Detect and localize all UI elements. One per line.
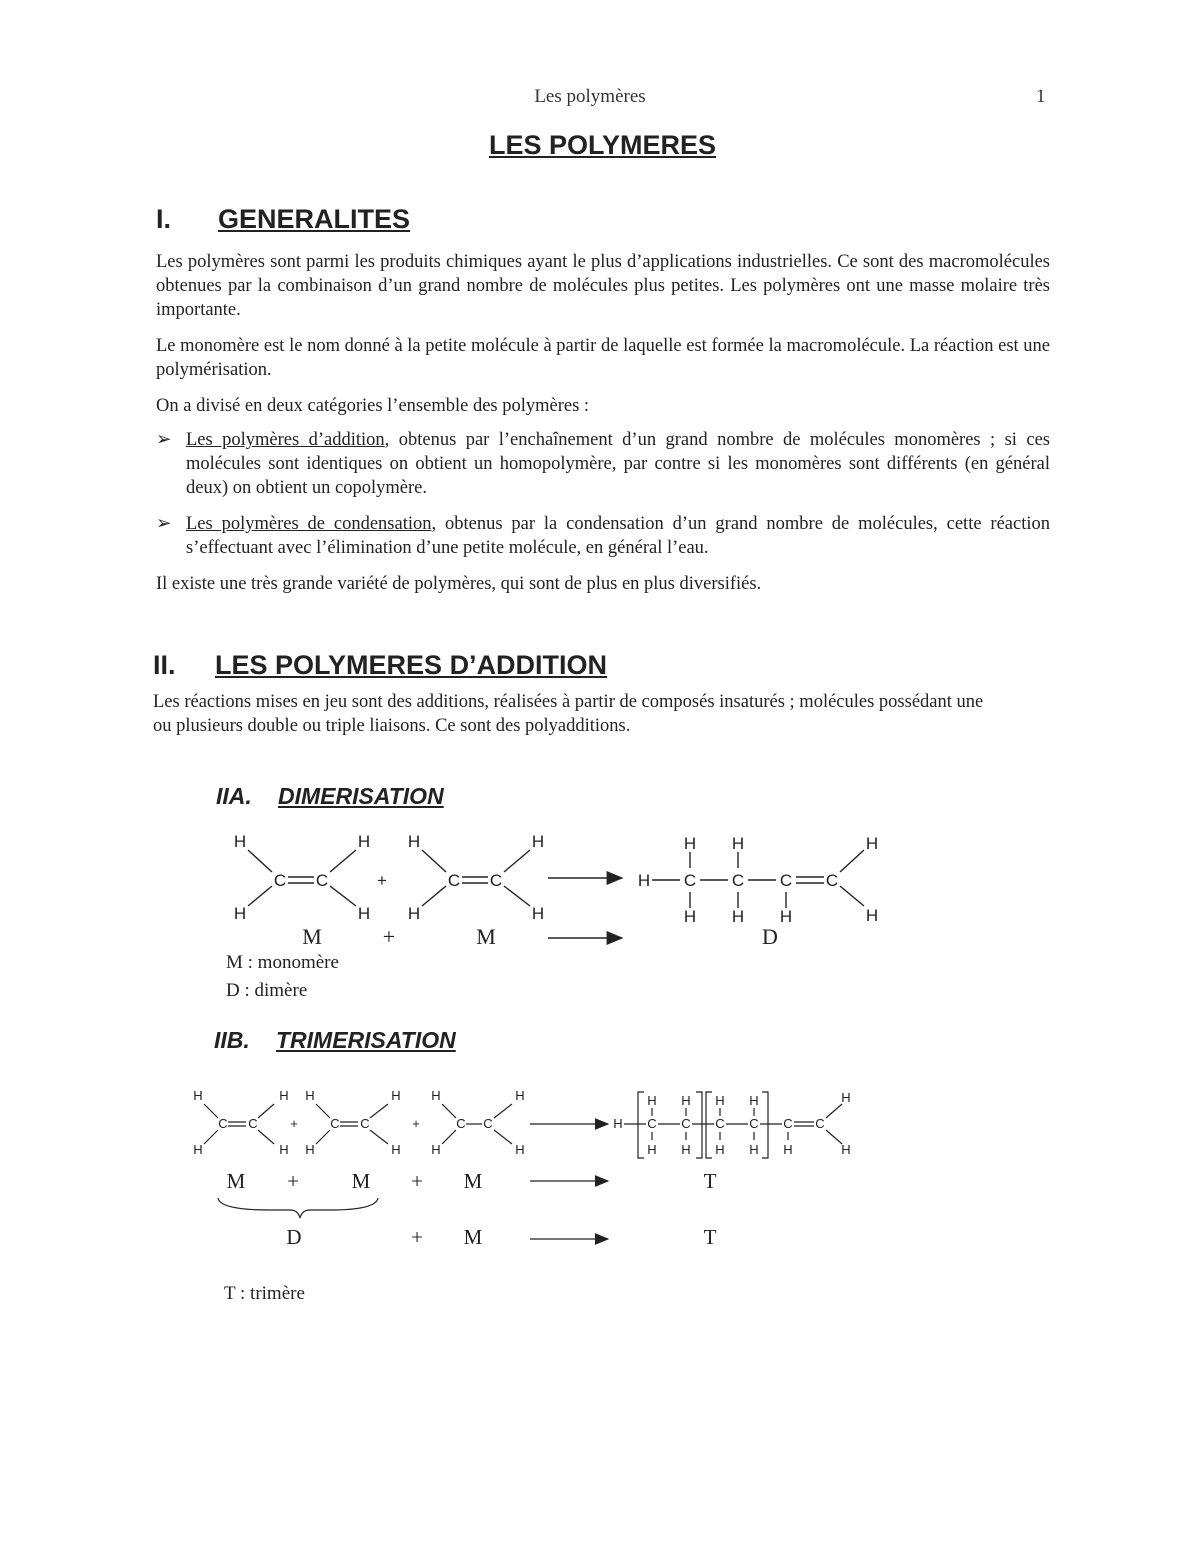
plus-sign: + [377, 871, 387, 890]
section-1-number: I. [156, 204, 172, 234]
plus-sign: + [411, 1169, 423, 1193]
running-header: Les polymères [534, 86, 646, 107]
atom-c: C [447, 871, 461, 890]
atom-h: H [407, 904, 421, 923]
atom-h: H [357, 904, 371, 923]
atom-c: C [647, 1116, 657, 1131]
atom-h: H [683, 907, 697, 926]
atom-h: H [715, 1142, 725, 1157]
atom-h: H [305, 1088, 315, 1103]
atom-h: H [357, 832, 371, 851]
atom-c: C [489, 871, 503, 890]
subsection-iib-title: TRIMERISATION [276, 1027, 456, 1053]
atom-c: C [456, 1116, 466, 1131]
atom-h: H [731, 907, 745, 926]
atom-h: H [391, 1142, 401, 1157]
atom-h: H [233, 832, 247, 851]
atom-h: H [749, 1093, 759, 1108]
bullet-condensation-text [186, 512, 1050, 560]
atom-h: H [681, 1142, 691, 1157]
atom-h: H [731, 834, 745, 853]
atom-h: H [515, 1088, 525, 1103]
symbol-d: D [762, 924, 778, 949]
atom-c: C [273, 871, 287, 890]
plus-sign: + [412, 1116, 420, 1131]
atom-h: H [637, 871, 651, 890]
plus-sign: + [382, 924, 396, 949]
subsection-iib-heading [214, 1027, 456, 1054]
plus-sign: + [290, 1116, 298, 1131]
atom-h: H [841, 1142, 851, 1157]
atom-c: C [825, 871, 839, 890]
legend-monomer: M : monomère [226, 952, 339, 973]
section-1-paragraph-4: Il existe une très grande variété de polymères, qui sont de plus en plus diversifiés. [156, 574, 762, 594]
section-2-title: LES POLYMERES D’ADDITION [215, 650, 608, 680]
atom-c: C [731, 871, 745, 890]
symbol-d: D [286, 1225, 302, 1249]
atom-h: H [279, 1142, 289, 1157]
atom-h: H [193, 1142, 203, 1157]
bullet-condensation-term: Les polymères de condensation [186, 514, 432, 534]
atom-c: C [783, 1116, 793, 1131]
atom-h: H [749, 1142, 759, 1157]
trimerisation-scheme [180, 1080, 880, 1260]
bullet-addition [156, 428, 1050, 500]
subsection-iia-heading [216, 783, 444, 810]
atom-c: C [360, 1116, 370, 1131]
trimer-bonds [204, 1092, 842, 1239]
bullet-addition-text [186, 428, 1050, 500]
atom-h: H [193, 1088, 203, 1103]
atom-c: C [315, 871, 329, 890]
section-1-heading [156, 204, 410, 235]
section-2-number: II. [153, 650, 176, 680]
page-number: 1 [1036, 86, 1046, 107]
atom-c: C [483, 1116, 493, 1131]
atom-h: H [431, 1142, 441, 1157]
atom-h: H [779, 907, 793, 926]
atom-h: H [841, 1090, 851, 1105]
subsection-iia-number: IIA. [216, 783, 252, 809]
bullet-arrow-icon: ➢ [156, 430, 172, 450]
trimer-equation-symbols [227, 1169, 717, 1249]
atom-c: C [715, 1116, 725, 1131]
atom-h: H [279, 1088, 289, 1103]
section-1-title: GENERALITES [218, 204, 411, 234]
atom-h: H [431, 1088, 441, 1103]
atom-c: C [749, 1116, 759, 1131]
atom-c: C [681, 1116, 691, 1131]
atom-h: H [531, 904, 545, 923]
document-title: LES POLYMERES [488, 130, 717, 160]
atom-h: H [783, 1142, 793, 1157]
symbol-m: M [463, 1225, 483, 1249]
atom-h: H [531, 832, 545, 851]
plus-sign: + [287, 1169, 299, 1193]
plus-sign: + [411, 1225, 423, 1249]
atom-h: H [305, 1142, 315, 1157]
trimer-atom-labels [193, 1088, 850, 1157]
legend-dimer: D : dimère [226, 980, 308, 1001]
atom-h: H [681, 1093, 691, 1108]
symbol-t: T [703, 1169, 717, 1193]
symbol-m: M [476, 924, 496, 949]
atom-c: C [248, 1116, 258, 1131]
section-2-paragraph-1: Les réactions mises en jeu sont des additions, réalisées à partir de composés insaturés ; molécules possédant une ou plusieurs double ou triple liaisons. Ce sont des polyadditions. [153, 692, 984, 736]
symbol-m: M [302, 924, 322, 949]
atom-h: H [647, 1093, 657, 1108]
atom-c: C [330, 1116, 340, 1131]
bullet-condensation [156, 512, 1050, 560]
atom-h: H [865, 834, 879, 853]
section-2-heading [153, 650, 607, 681]
dimer-atom-labels [234, 832, 878, 926]
atom-c: C [815, 1116, 825, 1131]
subsection-iia-title: DIMERISATION [278, 783, 444, 809]
symbol-m: M [226, 1169, 246, 1193]
bullet-arrow-icon: ➢ [156, 514, 172, 534]
atom-h: H [407, 832, 421, 851]
dimerisation-scheme [200, 820, 920, 955]
atom-h: H [233, 904, 247, 923]
section-1-paragraph-2: Le monomère est le nom donné à la petite molécule à partir de laquelle est formée la macromolécule. La réaction est une polymérisation. [156, 336, 1050, 380]
dimer-equation-symbols [302, 924, 778, 949]
subsection-iib-number: IIB. [214, 1027, 250, 1053]
section-1-paragraph-3: On a divisé en deux catégories l’ensemble des polymères : [156, 396, 590, 416]
symbol-m: M [351, 1169, 371, 1193]
atom-h: H [647, 1142, 657, 1157]
atom-h: H [865, 906, 879, 925]
bullet-addition-body: , obtenus par l’enchaînement d’un grand nombre de molécules monomères ; si ces molécules sont identiques on obtient un homopolymère, par contre si les monomères sont différents (en général deux) on obtient un copolymère. [186, 430, 1050, 498]
atom-h: H [715, 1093, 725, 1108]
atom-c: C [218, 1116, 228, 1131]
atom-h: H [391, 1088, 401, 1103]
symbol-m: M [463, 1169, 483, 1193]
atom-h: H [613, 1116, 623, 1131]
atom-h: H [683, 834, 697, 853]
legend-trimer: T : trimère [224, 1283, 305, 1304]
symbol-t: T [703, 1225, 717, 1249]
bullet-condensation-body: , obtenus par la condensation d’un grand nombre de molécules, cette réaction s’effectuant avec l’élimination d’une petite molécule, en général l’eau. [186, 514, 1050, 558]
atom-c: C [779, 871, 793, 890]
section-1-paragraph-1: Les polymères sont parmi les produits chimiques ayant le plus d’applications industrielles. Ce sont des macromolécules obtenues par la combinaison d’un grand nombre de molécules plus petites. Les polymères ont une masse molaire très importante. [156, 252, 1050, 320]
atom-h: H [515, 1142, 525, 1157]
atom-c: C [683, 871, 697, 890]
bullet-addition-term: Les polymères d’addition [186, 430, 385, 450]
